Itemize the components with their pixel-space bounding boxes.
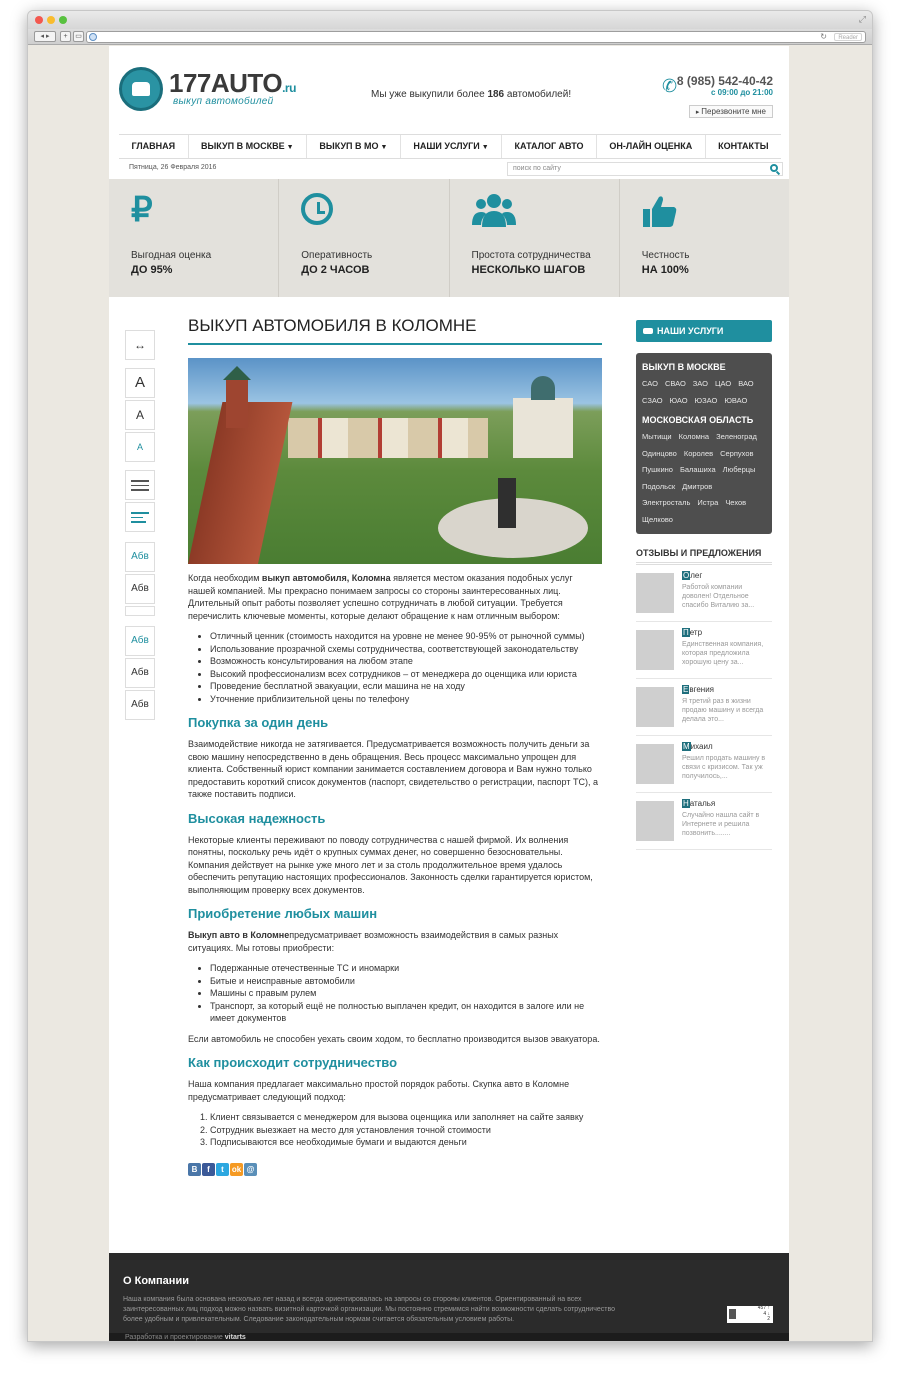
share-button[interactable]: @ [244, 1163, 257, 1176]
feature-honesty [620, 179, 789, 297]
footer [109, 1253, 789, 1342]
share-button[interactable]: B [188, 1163, 201, 1176]
address-bar[interactable] [86, 31, 866, 43]
nav-item-label: ГЛАВНАЯ [131, 141, 176, 151]
share-buttons [188, 1163, 602, 1176]
list-item: • Высокий профессионализм всех сотрудников – от менеджера до оценщика или юриста [210, 668, 602, 681]
clock-icon [301, 193, 333, 225]
location-link[interactable]: ЮЗАО [694, 395, 718, 405]
car-icon [132, 82, 150, 96]
nav-item-label: ОН-ЛАЙН ОЦЕНКА [609, 141, 693, 151]
promo-count: 186 [487, 89, 505, 100]
visit-counter[interactable] [727, 1306, 773, 1323]
review-item[interactable] [636, 799, 772, 850]
font-sans-button[interactable]: Абв [125, 542, 155, 572]
location-link[interactable]: Зеленоград [716, 432, 757, 441]
any-cars-bold: Выкуп авто в Коломне [188, 930, 290, 940]
review-initial: Н [683, 799, 689, 808]
review-text: Я третий раз в жизни продаю машину и всегда делала это... [682, 698, 764, 723]
working-hours: с 09:00 до 21:00 [710, 88, 773, 97]
brand-name[interactable] [169, 68, 296, 99]
services-label: НАШИ УСЛУГИ [657, 326, 724, 336]
current-date: Пятница, 26 Февраля 2016 [129, 164, 217, 171]
reviews-heading: ОТЗЫВЫ И ПРЕДЛОЖЕНИЯ [636, 548, 772, 565]
browser-window [27, 10, 873, 1342]
developer-prefix: Разработка и проектирование [125, 1334, 225, 1341]
location-link[interactable]: Мытищи [642, 432, 672, 441]
location-link[interactable]: Коломна [678, 432, 710, 441]
nav-item[interactable] [597, 135, 706, 158]
avatar [636, 573, 674, 613]
one-day-paragraph: Взаимодействие никогда не затягивается. Предусматривается возможность получить деньги за свою машину непосредственно в день обращения. Весь процесс максимально упрощен для клиента. Собственный юрист компании занимается составлением договора и Вам нужно только предоставить короткий список документов (паспорт, свидетельство о регистрации, паспорт ТС), а также поставить подписи. [188, 739, 598, 799]
avatar [636, 801, 674, 841]
browser-titlebar [28, 11, 872, 29]
brand-tld: .ru [282, 81, 296, 95]
review-author [682, 628, 702, 637]
location-link[interactable]: Серпухов [720, 448, 754, 458]
region-links [642, 429, 766, 528]
spacing-normal-button[interactable]: Абв [125, 626, 155, 656]
people-icon [472, 193, 506, 227]
reload-icon[interactable]: ↻ [820, 32, 827, 41]
region-heading[interactable]: МОСКОВСКАЯ ОБЛАСТЬ [642, 415, 754, 425]
review-initial: О [683, 571, 690, 580]
nav-item[interactable] [189, 135, 307, 158]
statue [498, 478, 516, 528]
font-large-button[interactable]: A [125, 368, 155, 398]
counter-line: 2 [767, 1316, 770, 1322]
location-link[interactable]: ЮАО [669, 395, 688, 405]
counter-line: 4 ↓ [763, 1310, 770, 1317]
feature-title: Оперативность [301, 250, 373, 261]
review-name-rest: лег [690, 571, 703, 580]
nav-item-label: НАШИ УСЛУГИ [413, 141, 480, 151]
share-button[interactable]: f [202, 1163, 215, 1176]
callback-button[interactable]: ▸ Перезвоните мне [689, 105, 773, 118]
spacer-button[interactable] [125, 606, 155, 616]
location-link[interactable]: Чехов [725, 498, 747, 507]
nav-item-label: ВЫКУП В МО [319, 141, 379, 151]
review-text: Решил продать машину в связи с кризисом. Так уж получилось,... [682, 755, 766, 780]
share-button[interactable]: ok [231, 1164, 242, 1174]
promo-text [371, 89, 571, 100]
review-text: Случайно нашла сайт в Интернете и решила позвонить........ [682, 812, 760, 837]
heading-one-day: Покупка за один день [188, 715, 329, 730]
review-item[interactable] [636, 571, 772, 622]
location-link[interactable]: Люберцы [722, 465, 756, 474]
align-left-icon [131, 512, 149, 523]
site-page [109, 46, 789, 1342]
article [188, 316, 602, 1176]
location-link[interactable]: ЮВАО [724, 395, 748, 405]
footer-text: Наша компания была основана несколько лет назад и всегда ориентировалась на запросы со стороны клиентов. Ориентированный на всех заинтересованных лиц подход можно назвать визитной карточкой организации. Мы постоянно стремимся найти возможности сделать сотрудничество более удобным и привлекательным. Следование законодательным нормам считается обязательным условием работы. [123, 1296, 615, 1323]
close-window-button[interactable] [35, 16, 43, 24]
zoom-window-button[interactable] [59, 16, 67, 24]
reliability-paragraph: Некоторые клиенты переживают по поводу сотрудничества с нашей фирмой. Их волнения понятны, поскольку речь идёт о крупных суммах денег, но совершенно безосновательны. Компания действует на рынке уже много лет и за столь продолжительное время удалось обеспечить репутацию настоящих профессионалов. Законность сделки гарантируется юристом, выполняющим проверку всех документов. [188, 834, 593, 895]
chevron-down-icon: ▼ [481, 144, 489, 151]
review-author [682, 685, 714, 694]
back-forward-button[interactable]: ◂ ▸ [34, 31, 56, 42]
location-link[interactable]: ЗАО [692, 379, 708, 388]
location-link[interactable]: Щелково [642, 514, 673, 524]
review-name-rest: вгения [689, 685, 715, 694]
location-link[interactable]: Подольск [642, 481, 676, 491]
brand-main: 177AUTO [169, 68, 283, 98]
moscow-heading[interactable]: ВЫКУП В МОСКВЕ [642, 362, 726, 372]
intro-b: выкуп автомобиля, Коломна [261, 573, 391, 583]
nav-item[interactable] [307, 135, 401, 158]
how-paragraph: Наша компания предлагает максимально простой порядок работы. Скупка авто в Коломне предусматривает следующий подход: [188, 1079, 570, 1102]
developer-credit [125, 1333, 246, 1342]
font-serif-button[interactable]: Абв [125, 574, 155, 604]
hero-image [188, 358, 602, 564]
list-item: • Отличный ценник (стоимость находится на уровне не менее 90-95% от рыночной суммы) [210, 630, 602, 643]
feature-speed [279, 179, 449, 297]
feature-value: НЕСКОЛЬКО ШАГОВ [471, 264, 586, 276]
town-houses [288, 418, 488, 458]
spacing-large-button[interactable]: Абв [125, 690, 155, 720]
review-name-rest: етр [689, 628, 703, 637]
developer-link[interactable]: vitarts [224, 1334, 246, 1341]
sidebar-toggle-button[interactable]: ▭ [73, 31, 84, 42]
avatar [636, 744, 674, 784]
moscow-links [642, 376, 766, 409]
reviews-list [636, 571, 772, 850]
location-link[interactable]: Электросталь [642, 498, 691, 507]
feature-title: Выгодная оценка [131, 250, 212, 261]
feature-price [109, 179, 279, 297]
car-icon [643, 328, 653, 334]
globe-icon [89, 33, 97, 41]
review-author [682, 799, 715, 808]
location-link[interactable]: Балашиха [679, 465, 716, 474]
nav-item[interactable] [119, 135, 189, 158]
nav-item-label: ВЫКУП В МОСКВЕ [201, 141, 285, 151]
feature-value: ДО 2 ЧАСОВ [301, 264, 370, 276]
location-link[interactable]: Королев [683, 448, 714, 458]
promo-prefix: Мы уже выкупили более [371, 89, 488, 100]
location-link[interactable]: СЗАО [642, 395, 663, 405]
counter-line: 457 ↑ [757, 1305, 770, 1311]
nav-item[interactable] [401, 135, 502, 158]
avatar [636, 687, 674, 727]
footer-title: О Компании [123, 1275, 189, 1287]
search-input[interactable] [507, 162, 783, 176]
review-item[interactable] [636, 742, 772, 793]
fullscreen-icon[interactable]: ⤢ [858, 14, 866, 24]
search-placeholder: поиск по сайту [513, 165, 561, 172]
review-item[interactable] [636, 685, 772, 736]
review-item[interactable] [636, 628, 772, 679]
font-small-button[interactable]: A [125, 432, 155, 462]
reader-button[interactable]: Reader [834, 33, 862, 41]
intro-a: Когда необходим [188, 573, 262, 583]
heading-how: Как происходит сотрудничество [188, 1055, 398, 1070]
review-name-rest: аталья [689, 799, 716, 808]
feature-title: Честность [641, 250, 690, 261]
ruble-icon: ₽ [131, 191, 153, 229]
tow-paragraph: Если автомобиль не способен уехать своим ходом, то бесплатно производится вызов эвакуатора. [188, 1033, 600, 1044]
review-text: Работой компании доволен! Отдельное спасибо Виталию за... [682, 584, 755, 609]
review-initial: Е [683, 685, 689, 694]
feature-simplicity [450, 179, 620, 297]
subbar [119, 160, 781, 178]
footer-bottom-bar [109, 1333, 789, 1342]
list-item: • Транспорт, за который ещё не полностью выплачен кредит, он находится в залоге или не имеет документов [210, 1000, 602, 1025]
search-icon[interactable] [770, 164, 778, 172]
features-strip [109, 179, 789, 297]
main-nav [119, 134, 781, 159]
heading-reliability: Высокая надежность [188, 810, 326, 826]
car-types-list [210, 962, 602, 1025]
thumbs-up-icon [642, 193, 676, 227]
church [513, 398, 573, 458]
list-item: • Битые и неисправные автомобили [210, 975, 602, 988]
steps-list [210, 1111, 602, 1149]
intro-paragraph [188, 572, 602, 622]
nav-item-label: КОНТАКТЫ [718, 141, 769, 151]
nav-item-label: КАТАЛОГ АВТО [514, 141, 584, 151]
review-author [682, 742, 713, 751]
list-item: • Использование прозрачной схемы сотрудничества, соответствующей законодательству [210, 643, 602, 656]
promo-suffix: автомобилей! [504, 89, 572, 100]
list-item: • Машины с правым рулем [210, 987, 602, 1000]
location-link[interactable]: Дмитров [682, 481, 713, 491]
heading-any-cars: Приобретение любых машин [188, 906, 378, 921]
kremlin-tower [226, 378, 248, 428]
minimize-window-button[interactable] [47, 16, 55, 24]
spacing-medium-button[interactable]: Абв [125, 658, 155, 688]
counter-icon [729, 1309, 736, 1319]
location-link[interactable]: Пушкино [642, 465, 673, 474]
phone-number[interactable]: 8 (985) 542-40-42 [676, 74, 773, 88]
font-medium-button[interactable]: A [125, 400, 155, 430]
location-link[interactable]: ЦАО [714, 379, 732, 388]
list-item: • Проведение бесплатной эвакуации, если машина не на ходу [210, 680, 602, 693]
location-link[interactable]: СВАО [664, 379, 686, 388]
any-cars-paragraph [188, 929, 602, 954]
review-initial: П [683, 628, 689, 637]
intro-c: является местом оказания подобных услуг нашей компанией. Мы прекрасно понимаем запросы со стороны заинтересованных лиц. Длительный опыт работы позволяет успешно сотрудничать в любой ситуации. Требуется перечислить ключевые моменты, которые делают обращение к нам отличным выбором: [188, 573, 573, 621]
page-title: ВЫКУП АВТОМОБИЛЯ В КОЛОМНЕ [188, 316, 602, 345]
phone-icon: ✆ [662, 76, 678, 96]
list-item: • Уточнение приблизительной цены по телефону [210, 693, 602, 706]
logo-icon[interactable] [119, 67, 163, 111]
services-button[interactable] [636, 320, 772, 342]
sidebar [636, 320, 772, 850]
location-link[interactable]: ВАО [738, 379, 754, 388]
list-item: • Возможность консультирования на любом этапе [210, 655, 602, 668]
nav-item[interactable] [706, 135, 781, 158]
review-text: Единственная компания, которая предложила хорошую цену за... [682, 641, 764, 666]
list-item: 2. Сотрудник выезжает на место для установления точной стоимости [210, 1124, 602, 1137]
justify-text-button[interactable] [125, 470, 155, 500]
any-cars-rest: предусматривает возможность взаимодействия в самых разных ситуациях. Мы готовы приобрести: [188, 930, 559, 953]
location-link[interactable]: Истра [697, 498, 719, 507]
justify-icon [131, 480, 149, 491]
tagline: выкуп автомобилей [173, 96, 274, 107]
benefits-list [210, 630, 602, 705]
list-item: • Подержанные отечественные ТС и иномарки [210, 962, 602, 975]
feature-value: ДО 95% [131, 264, 173, 276]
nav-item[interactable] [502, 135, 597, 158]
location-link[interactable]: Одинцово [642, 448, 677, 458]
list-item: 3. Подписываются все необходимые бумаги и выдаются деньги [210, 1136, 602, 1149]
locations-panel [636, 353, 772, 534]
location-link[interactable]: САО [642, 379, 658, 388]
chevron-down-icon: ▼ [286, 144, 294, 151]
feature-value: НА 100% [641, 264, 689, 276]
width-toggle-button[interactable]: ↔ [125, 330, 155, 360]
browser-toolbar [28, 29, 872, 45]
left-align-button[interactable] [125, 502, 155, 532]
chevron-down-icon: ▼ [380, 144, 388, 151]
share-button[interactable]: t [216, 1163, 229, 1176]
list-item: 1. Клиент связывается с менеджером для вызова оценщика или заполняет на сайте заявку [210, 1111, 602, 1124]
add-tab-button[interactable]: + [60, 31, 71, 42]
review-initial: М [683, 742, 690, 751]
review-author [682, 571, 702, 580]
review-name-rest: ихаил [690, 742, 713, 751]
avatar [636, 630, 674, 670]
feature-title: Простота сотрудничества [471, 250, 591, 261]
